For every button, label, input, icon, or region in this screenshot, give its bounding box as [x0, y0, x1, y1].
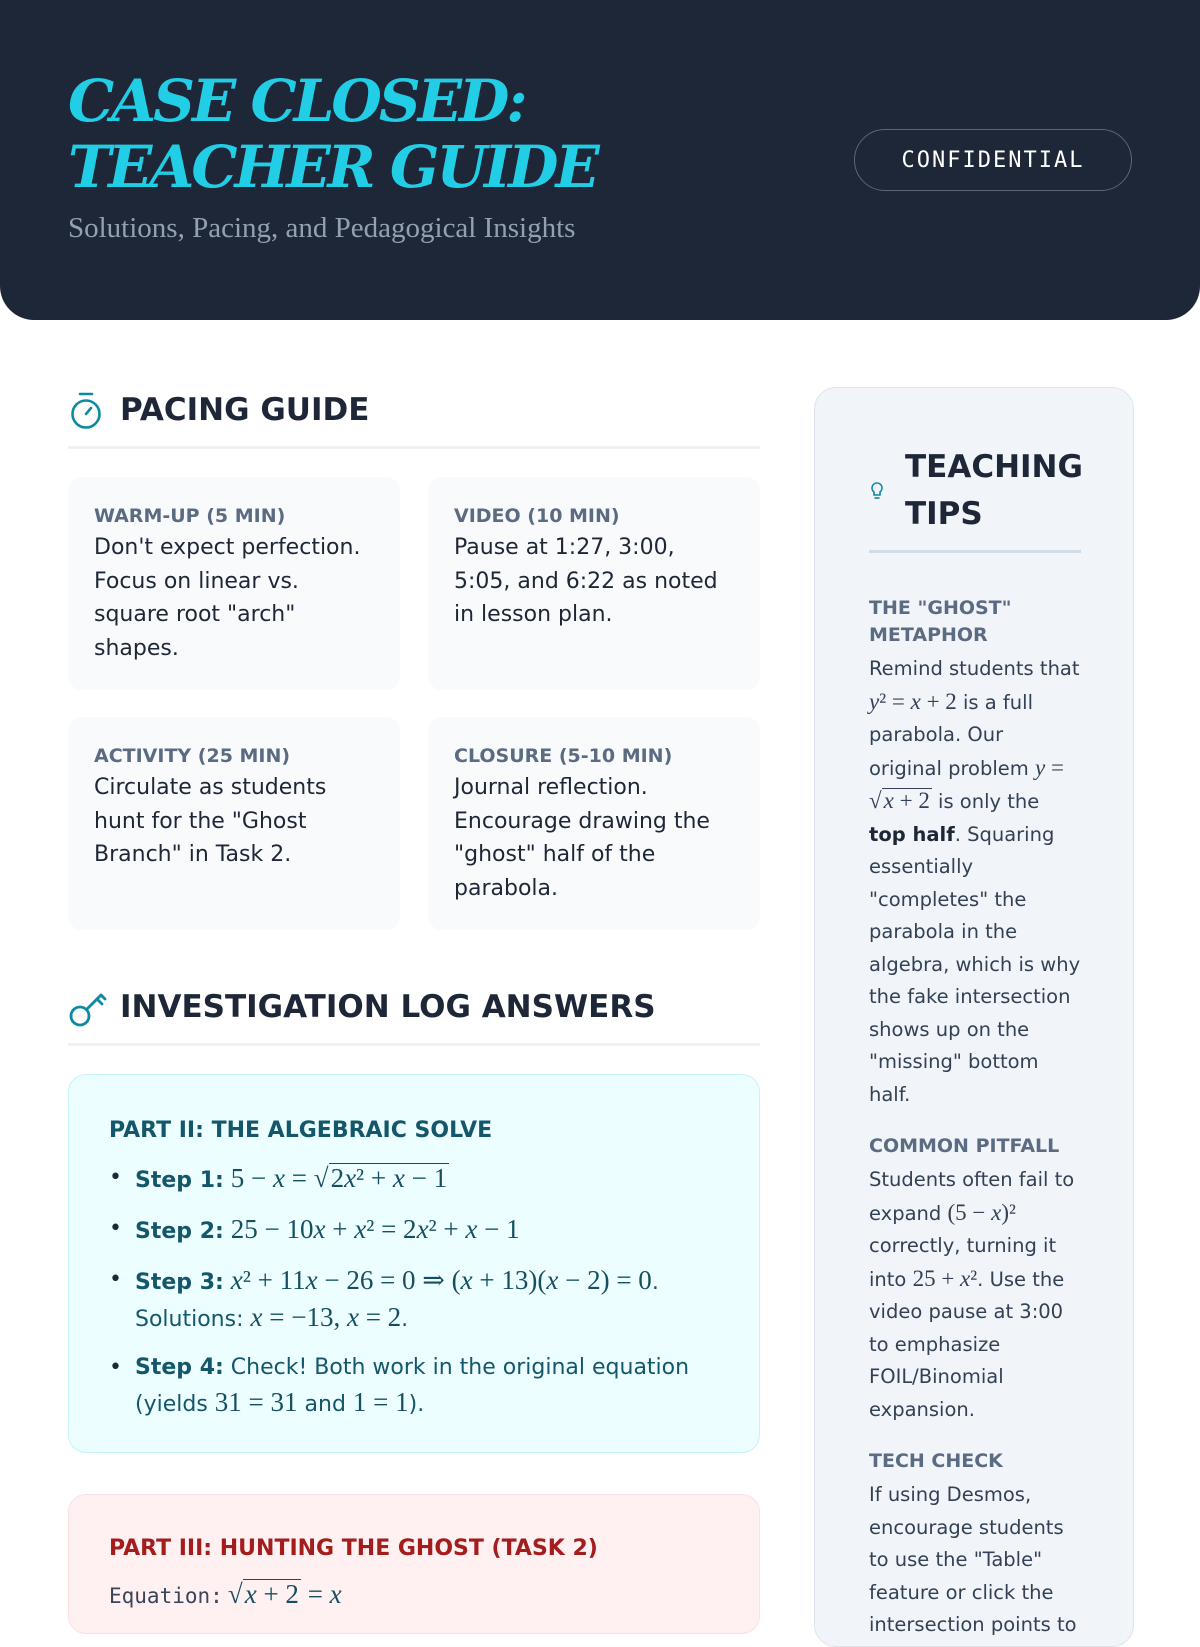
lightbulb-icon: [869, 480, 885, 508]
teaching-tips-heading: [869, 444, 1081, 553]
tip-common-pitfall: [869, 1133, 1081, 1426]
pacing-guide-heading: [68, 387, 760, 449]
teaching-tips-sidebar: [814, 387, 1134, 1647]
ghost-equation: Equation: √x + 2 = x: [109, 1579, 342, 1609]
hunting-ghost-panel: [68, 1494, 760, 1634]
equation: 25 − 10x + x² = 2x² + x − 1: [230, 1214, 520, 1244]
tip-text: Remind students that y² = x + 2 is a full parabola. Our original problem y = √x + 2 is only the top half. Squaring essentially "completes" the parabola in the algebra, which is why the fake intersection shows up on the "missing" bottom half.: [869, 657, 1081, 1106]
tip-tech-check: [869, 1448, 1081, 1642]
tip-label: COMMON PITFALL: [869, 1135, 1060, 1157]
card-label: CLOSURE (5-10 MIN): [454, 745, 673, 767]
stopwatch-icon: [68, 387, 104, 437]
key-icon: [68, 984, 108, 1034]
panel-title: PART III: HUNTING THE GHOST (TASK 2): [109, 1536, 598, 1561]
pacing-card-warmup: [68, 477, 400, 690]
equation: 5 − x = √2x² + x − 1: [230, 1163, 448, 1193]
card-text: Don't expect perfection. Focus on linear vs. square root "arch" shapes.: [94, 535, 361, 661]
solution-steps: [109, 1161, 721, 1422]
tip-label: TECH CHECK: [869, 1450, 1003, 1472]
pacing-card-activity: [68, 717, 400, 930]
step-3: • Step 3: x² + 11x − 26 = 0 ⇒ (x + 13)(x − 2) = 0. Solutions: x = −13, x = 2.: [109, 1263, 721, 1337]
step-1: • Step 1: 5 − x = √2x² + x − 1: [109, 1161, 721, 1198]
tip-ghost-metaphor: [869, 595, 1081, 1111]
card-text: Journal reflection. Encourage drawing the "ghost" half of the parabola.: [454, 775, 710, 901]
section-title: TEACHING TIPS: [905, 449, 1083, 532]
card-label: ACTIVITY (25 MIN): [94, 745, 291, 767]
pacing-card-closure: [428, 717, 760, 930]
panel-title: PART II: THE ALGEBRAIC SOLVE: [109, 1118, 493, 1143]
equation: x² + 11x − 26 = 0 ⇒ (x + 13)(x − 2) = 0: [230, 1265, 652, 1295]
card-label: VIDEO (10 MIN): [454, 505, 620, 527]
step-4: • Step 4: Check! Both work in the original equation (yields 31 = 31 and 1 = 1).: [109, 1351, 721, 1422]
pacing-card-video: [428, 477, 760, 690]
card-label: WARM-UP (5 MIN): [94, 505, 286, 527]
step-2: • Step 2: 25 − 10x + x² = 2x² + x − 1: [109, 1212, 721, 1249]
card-text: Pause at 1:27, 3:00, 5:05, and 6:22 as noted in lesson plan.: [454, 535, 718, 627]
page-subtitle: Solutions, Pacing, and Pedagogical Insights: [68, 212, 576, 244]
section-title: INVESTIGATION LOG ANSWERS: [120, 989, 656, 1025]
algebraic-solve-panel: [68, 1074, 760, 1453]
tip-text: Students often fail to expand (5 − x)² correctly, turning it into 25 + x². Use the video pause at 3:00 to emphasize FOIL/Binomial expansion.: [869, 1168, 1075, 1421]
investigation-log-heading: [68, 984, 760, 1046]
page-title: CASE CLOSED: TEACHER GUIDE: [68, 67, 597, 201]
card-text: Circulate as students hunt for the "Ghost Branch" in Task 2.: [94, 775, 327, 867]
tip-label: THE "GHOST" METAPHOR: [869, 597, 1012, 646]
section-title: PACING GUIDE: [120, 392, 370, 428]
tip-text: If using Desmos, encourage students to use the "Table" feature or click the intersection points to: [869, 1483, 1077, 1636]
confidential-badge: CONFIDENTIAL: [854, 129, 1132, 191]
header: [0, 0, 1200, 320]
